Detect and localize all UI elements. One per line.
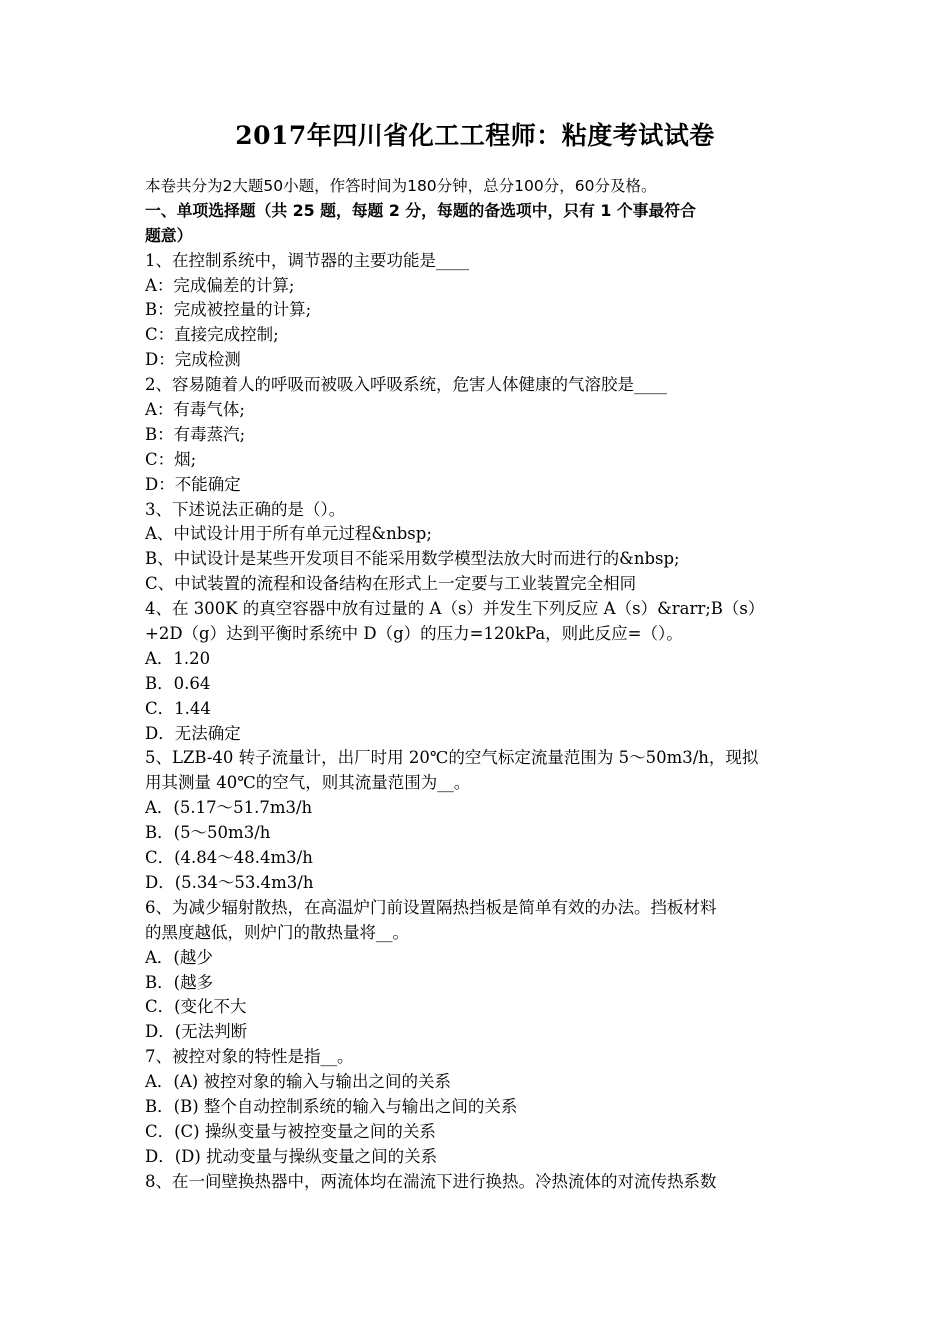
- question-7-option-b: B．(B) 整个自动控制系统的输入与输出之间的关系: [145, 1096, 518, 1116]
- exam-intro: 本卷共分为2大题50小题，作答时间为180分钟，总分100分，60分及格。: [145, 177, 657, 195]
- question-4-option-c: C．1.44: [145, 698, 211, 718]
- question-4-option-b: B．0.64: [145, 673, 211, 693]
- document-body: [145, 174, 810, 1195]
- question-5-option-a: A．(5.17～51.7m3/h: [145, 798, 313, 818]
- question-1-option-d: D：完成检测: [145, 350, 241, 370]
- question-2-option-a: A：有毒气体;: [145, 400, 245, 420]
- question-6-option-d: D．(无法判断: [145, 1022, 248, 1042]
- question-6-continued: 的黑度越低，则炉门的散热量将__。: [145, 922, 409, 942]
- question-3-option-b: B、中试设计是某些开发项目不能采用数学模型法放大时而进行的&nbsp;: [145, 549, 680, 569]
- question-6-option-a: A．(越少: [145, 947, 213, 967]
- question-5-option-d: D．(5.34～53.4m3/h: [145, 872, 314, 892]
- question-2-option-c: C：烟;: [145, 449, 197, 469]
- question-7-option-d: D．(D) 扰动变量与操纵变量之间的关系: [145, 1146, 438, 1166]
- question-5-option-c: C．(4.84～48.4m3/h: [145, 848, 313, 868]
- question-8: 8、在一间壁换热器中，两流体均在湍流下进行换热。冷热流体的对流传热系数: [145, 1171, 717, 1191]
- question-3: 3、下述说法正确的是（）。: [145, 499, 346, 519]
- question-4-option-d: D．无法确定: [145, 723, 241, 743]
- question-4: 4、在 300K 的真空容器中放有过量的 A（s）并发生下列反应 A（s）&rarr;B（s）: [145, 599, 765, 619]
- question-5-option-b: B．(5～50m3/h: [145, 823, 271, 843]
- question-7: 7、被控对象的特性是指__。: [145, 1047, 354, 1067]
- question-1: 1、在控制系统中，调节器的主要功能是____: [145, 250, 469, 270]
- question-6: 6、为减少辐射散热，在高温炉门前设置隔热挡板是简单有效的办法。挡板材料: [145, 897, 717, 917]
- question-7-option-c: C．(C) 操纵变量与被控变量之间的关系: [145, 1121, 436, 1141]
- section-heading-continued: 题意）: [145, 225, 193, 245]
- question-5: 5、LZB-40 转子流量计，出厂时用 20℃的空气标定流量范围为 5～50m3/h，现拟: [145, 748, 759, 768]
- question-2-option-b: B：有毒蒸汽;: [145, 424, 246, 444]
- section-heading: 一、单项选择题（共 25 题，每题 2 分，每题的备选项中，只有 1 个事最符合: [145, 200, 696, 220]
- question-3-option-c: C、中试装置的流程和设备结构在形式上一定要与工业装置完全相同: [145, 574, 637, 594]
- question-4-continued: +2D（g）达到平衡时系统中 D（g）的压力=120kPa，则此反应=（）。: [145, 624, 683, 644]
- question-6-option-c: C．(变化不大: [145, 997, 247, 1017]
- question-7-option-a: A．(A) 被控对象的输入与输出之间的关系: [145, 1072, 451, 1092]
- question-1-option-b: B：完成被控量的计算;: [145, 300, 312, 320]
- document-title: 2017年四川省化工工程师：粘度考试试卷: [235, 121, 715, 150]
- question-5-continued: 用其测量 40℃的空气，则其流量范围为__。: [145, 773, 471, 793]
- question-2-option-d: D：不能确定: [145, 474, 241, 494]
- question-1-option-c: C：直接完成控制;: [145, 325, 279, 345]
- question-2: 2、容易随着人的呼吸而被吸入呼吸系统，危害人体健康的气溶胶是____: [145, 375, 667, 395]
- question-6-option-b: B．(越多: [145, 972, 214, 992]
- question-4-option-a: A．1.20: [145, 648, 211, 668]
- question-3-option-a: A、中试设计用于所有单元过程&nbsp;: [145, 524, 432, 544]
- question-1-option-a: A：完成偏差的计算;: [145, 275, 295, 295]
